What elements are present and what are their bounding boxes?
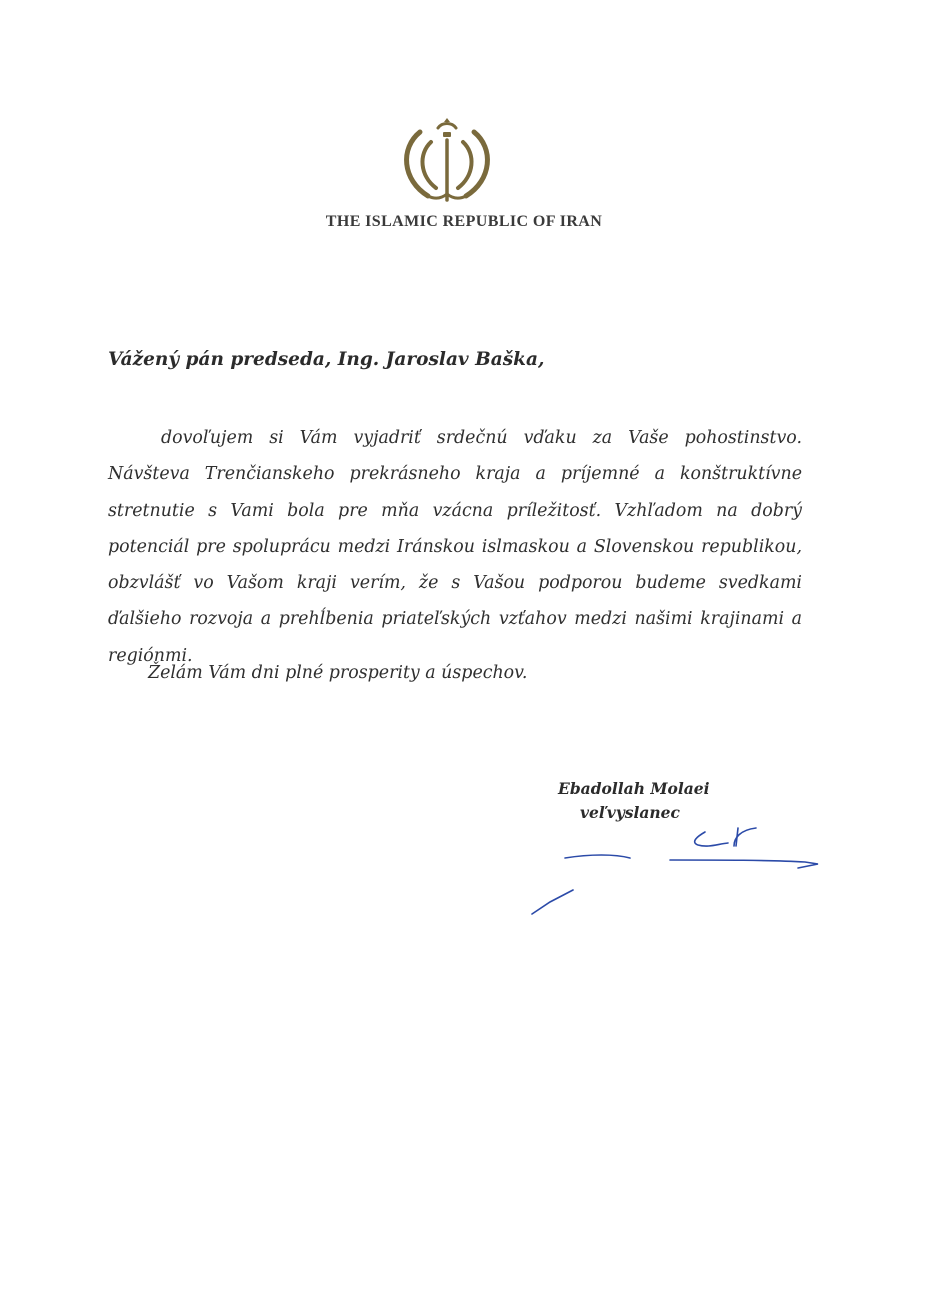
- letterhead-country: THE ISLAMIC REPUBLIC OF IRAN: [325, 213, 603, 230]
- closing-line: Želám Vám dni plné prosperity a úspechov.: [148, 663, 528, 683]
- salutation: Vážený pán predseda, Ing. Jaroslav Baška,: [108, 349, 545, 370]
- handwritten-signature-icon: [520, 818, 830, 918]
- iran-emblem-icon: [398, 118, 496, 202]
- letter-body-text: dovoľujem si Vám vyjadriť srdečnú vďaku za Vaše pohostinstvo. Návšteva Trenčianskeho prekrásneho kraja a príjemné a konštruktívne stretnutie s Vami bola pre mňa vzácna príležitosť. Vzhľadom na dobrý potenciál pre spoluprácu medzi Iránskou islmaskou a Slovenskou republikou, obzvlášť vo Vašom kraji verím, že s Vašou podporou budeme svedkami ďalšieho rozvoja a prehĺbenia priateľských vzťahov medzi našimi krajinami a regiónmi.: [108, 428, 802, 666]
- letter-body: [108, 420, 802, 674]
- signatory-title: veľvyslanec: [580, 803, 680, 822]
- signatory-name: Ebadollah Molaei: [558, 779, 710, 798]
